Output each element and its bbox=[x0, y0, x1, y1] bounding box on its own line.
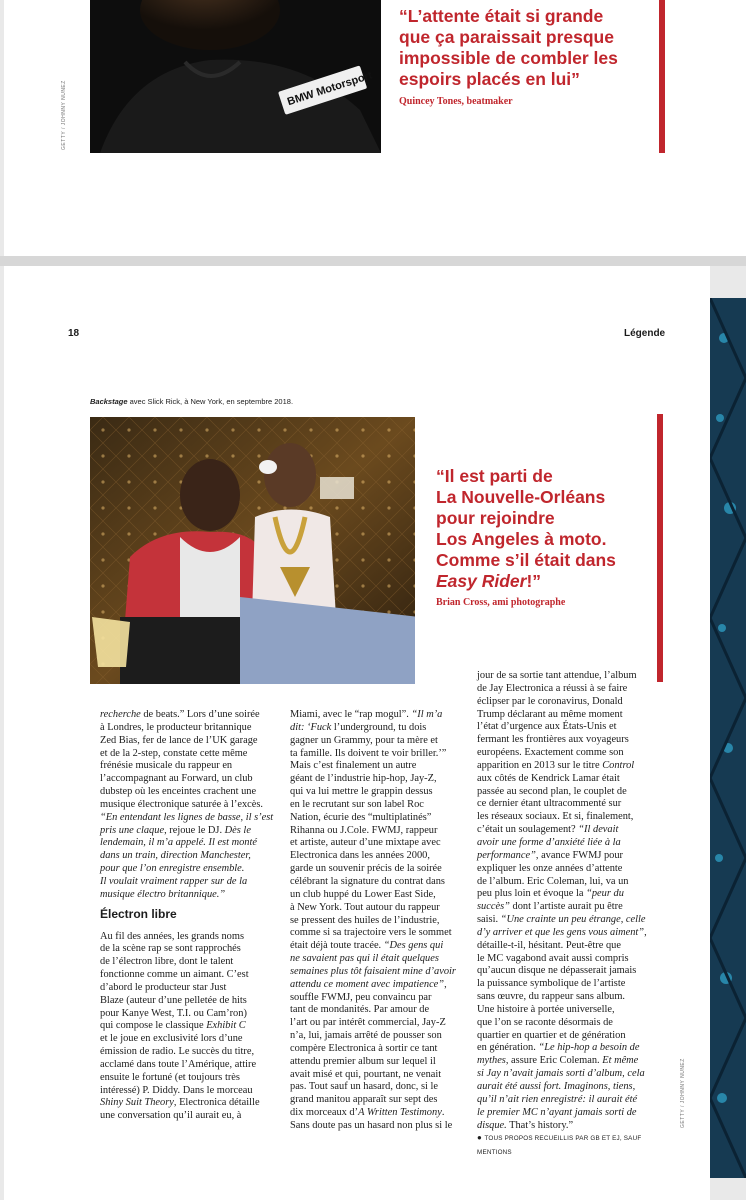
text-run: Zed Bias, fer de lance de l’UK garage bbox=[100, 734, 258, 746]
text-run: et de la 2-step, constate cette même bbox=[100, 747, 248, 759]
col2-line bbox=[290, 799, 466, 812]
col3-line bbox=[477, 1081, 663, 1094]
text-run: ta famille. Ils doivent te voir briller.’” bbox=[290, 747, 447, 759]
col3-line bbox=[477, 978, 663, 991]
top-quote-line: espoirs placés en lui” bbox=[399, 69, 580, 89]
col1-line bbox=[100, 748, 278, 761]
col3-line bbox=[477, 747, 663, 760]
column-1 bbox=[100, 709, 278, 1123]
col3-line bbox=[477, 786, 663, 799]
main-pull-quote bbox=[436, 466, 616, 592]
top-red-bar bbox=[659, 0, 665, 153]
col1-line bbox=[100, 969, 278, 982]
col2-line bbox=[290, 1030, 466, 1043]
italic-run: d’y arriver et que les gens vous aiment” bbox=[477, 926, 645, 938]
col2-line bbox=[290, 709, 466, 722]
col3-line bbox=[477, 850, 663, 863]
text-run: ce dernier étant ultracommenté sur bbox=[477, 798, 622, 810]
col1-line bbox=[100, 760, 278, 773]
col1-line bbox=[100, 995, 278, 1008]
text-run: apparition en 2013 sur le titre bbox=[477, 759, 603, 771]
col2-line bbox=[290, 940, 466, 953]
text-run: Sans doute pas un hasard non plus si le bbox=[290, 1120, 453, 1131]
col1-line bbox=[100, 786, 278, 799]
col1-line bbox=[100, 863, 278, 876]
col2-line bbox=[290, 979, 466, 992]
col3-line bbox=[477, 1068, 663, 1081]
text-run: tant de mondanités. Par amour de bbox=[290, 1004, 430, 1016]
text-run: de l’album. Eric Coleman, lui, va un bbox=[477, 875, 629, 887]
italic-run: “Le hip-hop a besoin de bbox=[538, 1042, 640, 1054]
main-quote-line: La Nouvelle-Orléans bbox=[436, 487, 606, 507]
italic-run: recherche bbox=[100, 709, 141, 720]
caption-italic: Backstage bbox=[90, 397, 128, 406]
col1-line bbox=[100, 709, 278, 722]
top-photo-credit: GETTY / JOHNNY NUNEZ bbox=[61, 80, 67, 150]
italic-run: “Il devait bbox=[578, 824, 619, 836]
col3-line bbox=[477, 721, 663, 734]
magazine-page bbox=[4, 266, 710, 1200]
italic-run: “peur du bbox=[586, 888, 624, 900]
col1-line bbox=[100, 889, 278, 902]
col2-line bbox=[290, 902, 466, 915]
text-run: qu’aucun disque ne dépasserait jamais bbox=[477, 965, 637, 977]
col2-line bbox=[290, 1120, 466, 1133]
text-run: pour Kanye West, T.I. ou Cam’ron) bbox=[100, 1007, 247, 1019]
col2-line bbox=[290, 1043, 466, 1056]
col2-line bbox=[290, 1017, 466, 1030]
col3-line bbox=[477, 1055, 663, 1068]
shirt-badge-text: BMW Motorsport bbox=[285, 69, 374, 109]
italic-run: attendu ce moment avec impatience” bbox=[290, 978, 445, 990]
col2-line bbox=[290, 953, 466, 966]
text-run: gagner un Grammy, pour ta mère et bbox=[290, 734, 438, 746]
italic-run: “Une crainte un peu étrange, celle bbox=[500, 914, 646, 926]
text-run: dubstep où les enceintes crachent une bbox=[100, 786, 257, 798]
text-run: intéressé) P. Diddy. Dans le morceau bbox=[100, 1084, 253, 1096]
text-run: grand manitou apparaît sur sept des bbox=[290, 1094, 438, 1106]
col2-line bbox=[290, 850, 466, 863]
col3-line bbox=[477, 914, 663, 927]
top-quote-line: impossible de combler les bbox=[399, 48, 618, 68]
text-run: Miami, avec le “rap mogul”. bbox=[290, 709, 412, 720]
col2-line bbox=[290, 760, 466, 773]
page-number: 18 bbox=[68, 328, 80, 339]
italic-run: Dès le bbox=[224, 824, 251, 836]
top-photo-image bbox=[90, 0, 381, 153]
text-run: que l’on se raconte désormais de bbox=[477, 1016, 613, 1028]
italic-run: “Il m’a bbox=[411, 709, 443, 720]
text-run: fermant les frontières aux voyageurs bbox=[477, 734, 629, 746]
col3-line bbox=[477, 863, 663, 876]
italic-run: Exhibit C bbox=[206, 1020, 246, 1032]
photo-caption bbox=[90, 397, 293, 406]
col2-line bbox=[290, 837, 466, 850]
col3-line bbox=[477, 1004, 663, 1017]
col2-line bbox=[290, 825, 466, 838]
column-2 bbox=[290, 709, 466, 1133]
text-run: souffle FWMJ, peu convaincu par bbox=[290, 991, 432, 1003]
italic-run: succès” bbox=[477, 901, 510, 913]
caption-text: avec Slick Rick, à New York, en septembre 2018. bbox=[127, 397, 294, 406]
col3-line bbox=[477, 888, 663, 901]
italic-run: Et même bbox=[602, 1055, 639, 1067]
text-run: jour de sa sortie tant attendue, l’album bbox=[477, 670, 637, 681]
top-quote-line: “L’attente était si grande bbox=[399, 6, 604, 26]
col2-line bbox=[290, 1081, 466, 1094]
col1-line bbox=[100, 956, 278, 969]
italic-run: ne savaient pas qui il était quelques bbox=[290, 953, 439, 965]
quote-tail: !” bbox=[526, 571, 542, 591]
main-quote-attribution: Brian Cross, ami photographe bbox=[436, 597, 566, 608]
col1-line bbox=[100, 1046, 278, 1059]
column-1-part-a bbox=[100, 709, 278, 902]
text-run: émission de radio. Le succès du titre, bbox=[100, 1046, 255, 1058]
italic-run: Shiny Suit Theory bbox=[100, 1097, 174, 1109]
main-quote-line: pour rejoindre bbox=[436, 508, 555, 528]
text-run: l’accompagnant au Forward, un club bbox=[100, 773, 253, 785]
text-run: acclamé dans toute l’Amérique, attire bbox=[100, 1058, 257, 1070]
text-run: c’était un soulagement? bbox=[477, 824, 579, 836]
text-run: une conversation qu’il aurait eu, à bbox=[100, 1110, 242, 1122]
italic-run: dit: ‘Fuck bbox=[290, 721, 332, 733]
top-quote-attribution: Quincey Tones, beatmaker bbox=[399, 96, 513, 107]
text-run: Mais c’est finalement un autre bbox=[290, 760, 417, 772]
text-run: expliquer les onze années d’attente bbox=[477, 862, 623, 874]
col2-line bbox=[290, 735, 466, 748]
col1-line bbox=[100, 931, 278, 944]
text-run: en génération. bbox=[477, 1042, 539, 1054]
italic-run: “Des gens qui bbox=[383, 940, 444, 952]
text-run: peu plus loin et évoque la bbox=[477, 888, 587, 900]
col3-line bbox=[477, 811, 663, 824]
col2-line bbox=[290, 1056, 466, 1069]
col1-line bbox=[100, 1110, 278, 1123]
text-run: , assure Eric Coleman. bbox=[505, 1055, 603, 1067]
text-run: attendu premier album sur lequel il bbox=[290, 1055, 436, 1067]
main-quote-line: Comme s’il était dans bbox=[436, 550, 616, 570]
col3-line bbox=[477, 965, 663, 978]
col3-line bbox=[477, 901, 663, 914]
col3-line bbox=[477, 1107, 663, 1120]
text-run: détaille-t-il, hésitant. Peut-être que bbox=[477, 939, 621, 951]
col3-line bbox=[477, 1094, 663, 1107]
text-run: , avance FWMJ pour bbox=[535, 849, 624, 861]
italic-run: qu’il n’ait rien enregistré: il aurait été bbox=[477, 1093, 638, 1105]
italic-run: le premier MC n’ayant jamais sorti de bbox=[477, 1106, 637, 1118]
text-run: avait misé et qui, pourtant, ne venait bbox=[290, 1068, 442, 1080]
col1-line bbox=[100, 1097, 278, 1110]
italic-run: pour que l’on enregistre ensemble. bbox=[100, 863, 245, 875]
text-run: garde un souvenir précis de la soirée bbox=[290, 863, 442, 875]
text-run: était déjà toute tracée. bbox=[290, 940, 384, 952]
col1-line bbox=[100, 812, 278, 825]
col3-line bbox=[477, 876, 663, 889]
col1-line bbox=[100, 1008, 278, 1021]
text-run: fonctionne comme un aimant. C’est bbox=[100, 969, 249, 981]
col1-line bbox=[100, 1072, 278, 1085]
text-run: les réseaux sociaux. Et si, finalement, bbox=[477, 811, 634, 823]
col1-line bbox=[100, 799, 278, 812]
text-run: Une histoire à portée universelle, bbox=[477, 1003, 615, 1015]
col1-line bbox=[100, 943, 278, 956]
col3-line bbox=[477, 696, 663, 709]
col3-line bbox=[477, 760, 663, 773]
italic-run: lendemain, il m’a appelé. Il est monté bbox=[100, 837, 257, 849]
text-run: , bbox=[444, 978, 447, 990]
col1-line bbox=[100, 1085, 278, 1098]
italic-run: si Jay n’avait jamais sorti d’album, cela bbox=[477, 1068, 645, 1080]
col2-line bbox=[290, 966, 466, 979]
col1-line bbox=[100, 722, 278, 735]
italic-run: performance” bbox=[477, 849, 536, 861]
col1-line bbox=[100, 1020, 278, 1033]
text-run: Nation, écurie des “multiplatinés” bbox=[290, 811, 432, 823]
text-run: , bbox=[644, 926, 647, 938]
text-run: qui va lui mettre le grappin dessus bbox=[290, 786, 433, 798]
top-page bbox=[4, 0, 746, 256]
column-3 bbox=[477, 670, 663, 1160]
text-run: à Londres, le producteur britannique bbox=[100, 721, 252, 733]
text-run: ensuite le fortuné (et toujours très bbox=[100, 1071, 240, 1083]
col1-line bbox=[100, 825, 278, 838]
text-run: , Electronica détaille bbox=[173, 1097, 260, 1109]
italic-run: pris une claque bbox=[100, 824, 165, 836]
main-quote-line-last bbox=[436, 571, 616, 592]
col2-line bbox=[290, 915, 466, 928]
top-quote-line: que ça paraissait presque bbox=[399, 27, 614, 47]
subheading: Électron libre bbox=[100, 906, 177, 921]
text-run: un club huppé du Lower East Side, bbox=[290, 888, 436, 900]
text-run: That’s history.” bbox=[506, 1119, 574, 1131]
text-run: européens. Exactement comme son bbox=[477, 747, 624, 759]
col2-line bbox=[290, 876, 466, 889]
text-run: musique électronique saturée à l’excès. bbox=[100, 798, 264, 810]
col2-line bbox=[290, 773, 466, 786]
text-run: de l’électron libre, dont le talent bbox=[100, 956, 234, 968]
italic-run: mythes bbox=[477, 1055, 506, 1067]
col1-line bbox=[100, 773, 278, 786]
text-run: à New York. Tout autour du rappeur bbox=[290, 901, 440, 913]
col3-line bbox=[477, 1120, 663, 1133]
text-run: et le joue en exclusivité lors d’une bbox=[100, 1033, 243, 1045]
text-run: compère Electronica à sortir ce tant bbox=[290, 1042, 438, 1054]
col2-line bbox=[290, 812, 466, 825]
italic-run: A Written Testimony bbox=[358, 1107, 442, 1119]
text-run: la puissance symbolique de l’artiste bbox=[477, 978, 626, 990]
col2-line bbox=[290, 748, 466, 761]
col2-line bbox=[290, 722, 466, 735]
main-photo-credit: GETTY / JOHNNY NUNEZ bbox=[680, 1058, 686, 1128]
text-run: Blaze (auteur d’une pelletée de hits bbox=[100, 994, 247, 1006]
text-run: qui compose le classique bbox=[100, 1020, 207, 1032]
col3-line bbox=[477, 1017, 663, 1030]
text-run: dix morceaux d’ bbox=[290, 1107, 359, 1119]
main-photo-image bbox=[90, 417, 415, 684]
text-run: Au fil des années, les grands noms bbox=[100, 930, 244, 942]
text-run: l’art ou par intérêt commercial, Jay-Z bbox=[290, 1017, 446, 1029]
col3-line bbox=[477, 927, 663, 940]
text-run: comme si sa trajectoire vers le sommet bbox=[290, 927, 452, 939]
text-run: dont l’artiste aurait pu être bbox=[509, 901, 623, 913]
col3-line bbox=[477, 1042, 663, 1055]
main-red-bar bbox=[657, 414, 663, 682]
text-run: pas. Tout sauf un hasard, donc, si le bbox=[290, 1081, 438, 1093]
next-page-art bbox=[710, 298, 746, 1178]
col3-line bbox=[477, 1030, 663, 1043]
col2-line bbox=[290, 863, 466, 876]
col1-line bbox=[100, 1059, 278, 1072]
col1-line bbox=[100, 982, 278, 995]
text-run: frénésie musicale du rappeur en bbox=[100, 760, 233, 772]
top-photo bbox=[90, 0, 381, 153]
col2-line bbox=[290, 786, 466, 799]
col3-line bbox=[477, 953, 663, 966]
col3-line bbox=[477, 940, 663, 953]
text-run: Rihanna ou J.Cole. FWMJ, rappeur bbox=[290, 824, 438, 836]
text-run: se pressent des huiles de l’industrie, bbox=[290, 914, 440, 926]
col1-line bbox=[100, 837, 278, 850]
col3-line bbox=[477, 837, 663, 850]
col3-line bbox=[477, 709, 663, 722]
text-run: l’underground, tu dois bbox=[331, 721, 427, 733]
text-run: sans œuvre, du rappeur sans album. bbox=[477, 991, 626, 1003]
text-run: géant de l’industrie hip-hop, Jay-Z, bbox=[290, 773, 437, 785]
col1-line bbox=[100, 735, 278, 748]
next-page-strip bbox=[710, 298, 746, 1178]
italic-run: aurait été aussi fort. Imaginons, tiens, bbox=[477, 1081, 636, 1092]
col2-line bbox=[290, 1107, 466, 1120]
italic-run: avoir une forme d’anxiété liée à la bbox=[477, 836, 621, 848]
column-1-part-b bbox=[100, 931, 278, 1124]
text-run: l’état d’urgence aux États-Unis et bbox=[477, 721, 617, 733]
italic-run: dans un train, direction Manchester, bbox=[100, 850, 251, 862]
section-title: Légende bbox=[624, 328, 666, 339]
film-title: Easy Rider bbox=[436, 571, 527, 591]
text-run: aux côtés de Kendrick Lamar était bbox=[477, 772, 620, 784]
col2-line bbox=[290, 1094, 466, 1107]
text-run: célébrant la signature du contrat dans bbox=[290, 875, 445, 887]
column-3-text bbox=[477, 670, 663, 1132]
page-gap bbox=[0, 256, 746, 266]
italic-run: musique électro britannique.” bbox=[100, 888, 226, 900]
text-run: . bbox=[441, 1107, 445, 1119]
text-run: de beats.” Lors d’une soirée bbox=[140, 709, 260, 720]
text-run: n’a, lui, jamais arrêté de pousser son bbox=[290, 1030, 442, 1042]
col3-line bbox=[477, 798, 663, 811]
text-run: éclipser par le coronavirus, Donald bbox=[477, 695, 623, 707]
text-run: d’abord le producteur star Just bbox=[100, 981, 227, 993]
main-photo bbox=[90, 417, 415, 684]
col3-line bbox=[477, 991, 663, 1004]
text-run: quartier en quartier et de génération bbox=[477, 1029, 626, 1041]
text-run: le MC vagabond avait aussi compris bbox=[477, 952, 629, 964]
col2-line bbox=[290, 927, 466, 940]
text-run: de Jay Electronica a réussi à se faire bbox=[477, 682, 628, 694]
text-run: passée au second plan, le couplet de bbox=[477, 785, 627, 797]
col3-line bbox=[477, 773, 663, 786]
signature-block bbox=[477, 1132, 663, 1160]
italic-run: semaines plus tôt faisaient mine d’avoir bbox=[290, 965, 456, 977]
main-quote-line: “Il est parti de bbox=[436, 466, 553, 486]
italic-run: Control bbox=[602, 759, 635, 771]
text-run: de la scène rap se sont rapprochés bbox=[100, 943, 241, 955]
col2-line bbox=[290, 992, 466, 1005]
col2-line bbox=[290, 1069, 466, 1082]
col3-line bbox=[477, 734, 663, 747]
text-run: Trump déclarant au même moment bbox=[477, 708, 623, 720]
end-mark: ● bbox=[477, 1133, 482, 1143]
text-run: et artiste, auteur d’une mixtape avec bbox=[290, 837, 441, 849]
main-quote-line: Los Angeles à moto. bbox=[436, 529, 607, 549]
text-run: Electronica dans les années 2000, bbox=[290, 850, 430, 862]
col3-line bbox=[477, 670, 663, 683]
col3-line bbox=[477, 824, 663, 837]
col3-line bbox=[477, 683, 663, 696]
column-2-text bbox=[290, 709, 466, 1133]
text-run: saisi. bbox=[477, 914, 501, 926]
italic-run: Il voulait vraiment rapper sur de la bbox=[100, 875, 248, 887]
col2-line bbox=[290, 1004, 466, 1017]
italic-run: “En entendant les lignes de basse, il s’est bbox=[100, 811, 274, 823]
col2-line bbox=[290, 889, 466, 902]
text-run: , rejoue le DJ. bbox=[164, 824, 225, 836]
text-run: en le recrutant sur son label Roc bbox=[290, 798, 424, 810]
italic-run: disque. bbox=[477, 1119, 507, 1131]
top-pull-quote bbox=[399, 6, 618, 90]
col1-line bbox=[100, 1033, 278, 1046]
col1-line bbox=[100, 850, 278, 863]
col1-line bbox=[100, 876, 278, 889]
signature-text: TOUS PROPOS RECUEILLIS PAR GB ET EJ, SAUF MENTIONS bbox=[477, 1135, 642, 1157]
